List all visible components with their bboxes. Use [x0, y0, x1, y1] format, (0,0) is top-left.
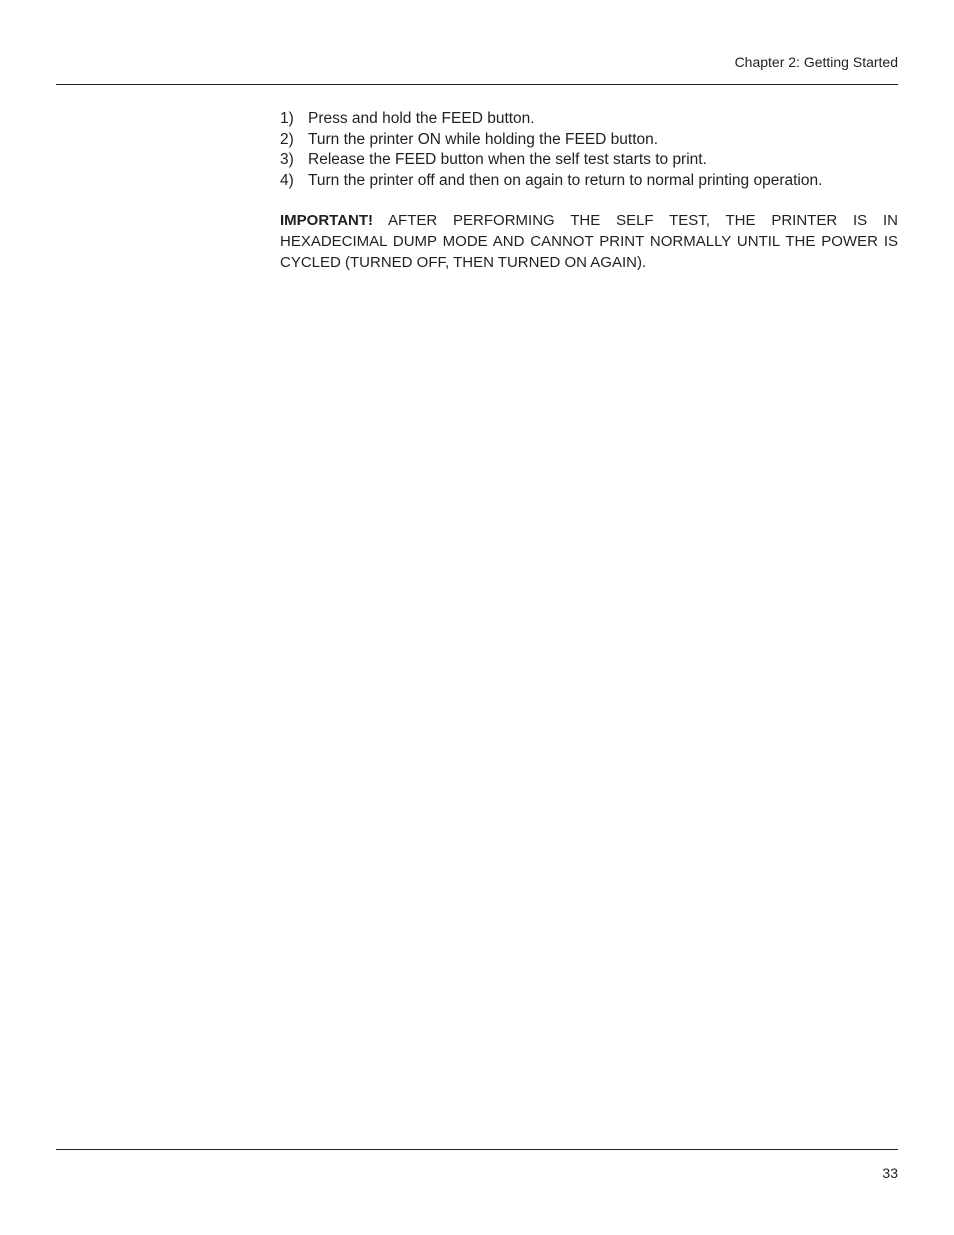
step-number: 3) — [280, 151, 294, 168]
step-item — [280, 171, 898, 192]
step-number: 1) — [280, 110, 294, 127]
step-item — [280, 109, 898, 130]
notice-text: AFTER PERFORMING THE SELF TEST, THE PRINTER IS IN HEXADECIMAL DUMP MODE AND CANNOT PRINT NORMALLY UNTIL THE POWER IS CYCLED (TURNED OFF, THEN TURNED ON AGAIN). — [280, 212, 898, 271]
step-text: Turn the printer ON while holding the FEED button. — [308, 130, 659, 148]
header-divider — [56, 84, 898, 85]
step-item — [280, 130, 898, 151]
step-text: Turn the printer off and then on again to return to normal printing operation. — [308, 171, 823, 189]
footer-divider — [56, 1149, 898, 1150]
step-item — [280, 150, 898, 171]
instruction-steps — [280, 109, 898, 191]
page-body — [280, 109, 898, 273]
step-text: Release the FEED button when the self test starts to print. — [308, 151, 707, 168]
step-number: 2) — [280, 130, 294, 148]
page-number: 33 — [882, 1165, 898, 1181]
step-text: Press and hold the FEED button. — [308, 110, 535, 127]
step-number: 4) — [280, 171, 294, 189]
running-header: Chapter 2: Getting Started — [734, 54, 898, 70]
notice-label: IMPORTANT! — [280, 212, 374, 229]
important-notice — [280, 211, 898, 273]
